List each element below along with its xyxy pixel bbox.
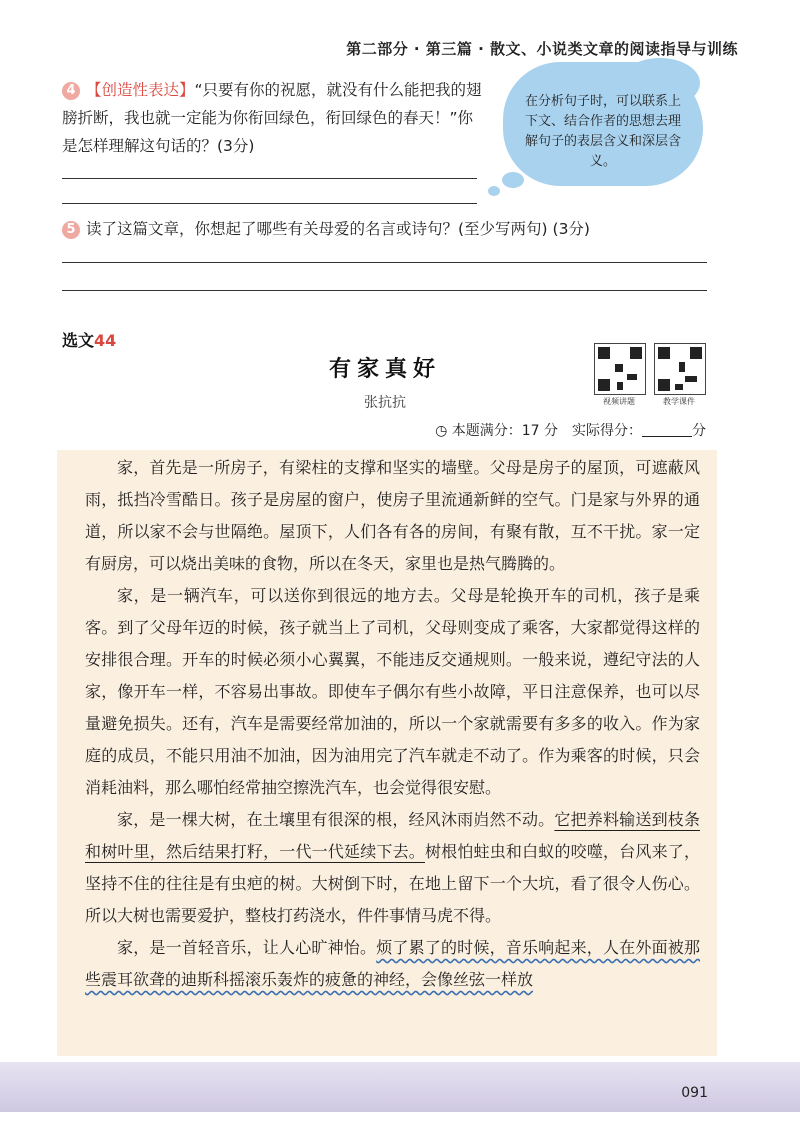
passage [85, 452, 700, 996]
tip-cloud-dot [488, 186, 500, 196]
passage-paragraph: 家，首先是一所房子，有梁柱的支撑和坚实的墙壁。父母是房子的屋顶，可遮蔽风雨，抵挡冷雪酷日。孩子是房屋的窗户，使房子里流通新鲜的空气。门是家与外界的通道，所以家不会与世隔绝。屋顶下，人们各有各的房间，有聚有散，互不干扰。家一定有厨房，可以烧出美味的食物，所以在冬天，家里也是热气腾腾的。 [85, 458, 700, 573]
question-number: 4 [62, 82, 80, 100]
clock-icon: ◷ [435, 423, 448, 439]
question-5 [62, 216, 722, 242]
score-line: ◷ 本题满分：17 分 实际得分： 分 [435, 423, 706, 439]
score-blank[interactable] [642, 436, 692, 437]
selection-number: 44 [94, 331, 117, 350]
question-number: 5 [62, 221, 80, 239]
article-title: 有家真好 [328, 356, 441, 382]
passage-paragraph: 家，是一辆汽车，可以送你到很远的地方去。父母是轮换开车的司机，孩子是乘客。到了父母年迈的时候，孩子就当上了司机，父母则变成了乘客，大家都觉得这样的安排很合理。开车的时候必须小心翼翼，不能违反交通规则。一般来说，遵纪守法的人家，像开车一样，不容易出事故。即使车子偶尔有些小故障，平日注意保养，也可以尽量避免损失。还有，汽车是需要经常加油的，所以一个家就需要有多多的收入。作为家庭的成员，不能只用油不加油，因为油用完了汽车就走不动了。作为乘客的时候，只会消耗油料，那么哪怕经常抽空擦洗汽车，也会觉得很安慰。 [85, 586, 700, 797]
running-header: 第二部分 · 第三篇 · 散文、小说类文章的阅读指导与训练 [346, 40, 738, 58]
question-tag: 【创造性表达】 [86, 81, 195, 99]
question-text: “只要有你的祝愿，就没有什么能把我的翅膀折断，我也就一定能为你衔回绿色，衔回绿色的春天！”你是怎样理解这句话的？(3分) [62, 81, 482, 155]
passage-paragraph: 家，是一棵大树，在土壤里有很深的根，经风沐雨岿然不动。它把养料输送到枝条和树叶里，然后结果打籽，一代一代延续下去。树根怕蛀虫和白蚁的咬噬，台风来了，坚持不住的往往是有虫疤的树。大树倒下时，在地上留下一个大坑，看了很令人伤心。所以大树也需要爱护，整枝打药浇水，件件事情马虎不得。 [85, 810, 700, 925]
passage-paragraph: 家，是一首轻音乐，让人心旷神怡。烦了累了的时候，音乐响起来，人在外面被那些震耳欲聋的迪斯科摇滚乐轰炸的疲惫的神经，会像丝弦一样放 [85, 938, 700, 989]
qr-caption: 视频讲题 [603, 397, 635, 406]
wavy-underlined-sentence: 烦了累了的时候，音乐响起来，人在外面被那些震耳欲聋的迪斯科摇滚乐轰炸的疲惫的神经，会像丝弦一样放 [85, 938, 700, 989]
qr-code-courseware[interactable] [654, 343, 706, 395]
tip-text: 在分析句子时，可以联系上下文、结合作者的思想去理解句子的表层含义和深层含义。 [524, 94, 681, 169]
qr-code-video[interactable] [594, 343, 646, 395]
answer-line[interactable] [62, 262, 707, 263]
article-author: 张抗抗 [364, 395, 406, 411]
underlined-sentence: 它把养料输送到枝条和树叶里，然后结果打籽，一代一代延续下去。 [85, 810, 700, 861]
answer-line[interactable] [62, 203, 477, 204]
answer-line[interactable] [62, 290, 707, 291]
question-4 [62, 76, 487, 160]
answer-line[interactable] [62, 178, 477, 179]
footer-band [0, 1062, 800, 1112]
page-number: 091 [681, 1085, 708, 1101]
tip-cloud-dot [502, 172, 524, 188]
qr-caption: 教学课件 [663, 397, 695, 406]
question-text: 读了这篇文章，你想起了哪些有关母爱的名言或诗句？(至少写两句) (3分) [86, 220, 590, 238]
selection-label: 选文44 [62, 331, 117, 350]
